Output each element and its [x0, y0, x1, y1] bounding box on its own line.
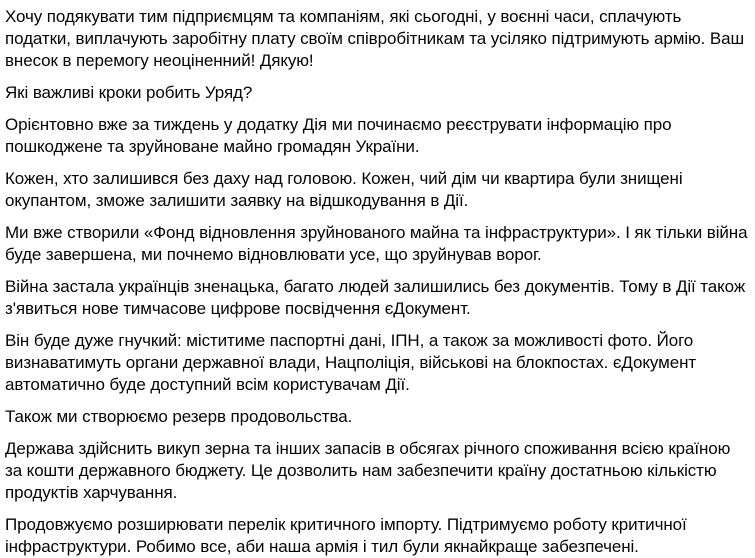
post-paragraph: Також ми створюємо резерв продовольства. [5, 407, 353, 426]
post-paragraph: Хочу подякувати тим підприємцям та компаніям, які сьогодні, у воєнні часи, сплачують податки, виплачують заробітну плату своїм співробітникам та усіляко підтримують армію. Ваш внесок в перемогу неоціненний! Дякую! [5, 7, 745, 70]
post-paragraph: Війна застала українців зненацька, багато людей залишились без документів. Тому в Дії також з'явиться нове тимчасове цифрове посвідчення єДокумент. [5, 277, 746, 318]
post-paragraph: Продовжуємо розширювати перелік критичного імпорту. Підтримуємо роботу критичної інфраструктури. Робимо все, аби наша армія і тил були якнайкраще забезпечені. [5, 515, 687, 556]
post-paragraph: Ми вже створили «Фонд відновлення зруйнованого майна та інфраструктури». І як тільки війна буде завершена, ми почнемо відновлювати усе, що зруйнував ворог. [5, 223, 748, 264]
post-paragraph: Держава здійснить викуп зерна та інших запасів в обсягах річного споживання всією країною за кошти державного бюджету. Це дозволить нам забезпечити країну достатньою кількістю продуктів харчування. [5, 439, 731, 502]
post-paragraph: Він буде дуже гнучкий: міститиме паспортні дані, ІПН, а також за можливості фото. Його визнаватимуть органи державної влади, Нацполіція, військові на блокпостах. єДокумент автоматично буде доступний всім користувачам Дії. [5, 331, 697, 394]
post-paragraph: Кожен, хто залишився без даху над головою. Кожен, чий дім чи квартира були знищені окупантом, зможе залишити заявку на відшкодування в Дії. [5, 169, 683, 210]
post-paragraph: Орієнтовно вже за тиждень у додатку Дія ми починаємо реєструвати інформацію про пошкоджене та зруйноване майно громадян України. [5, 115, 672, 156]
post-paragraph: Які важливі кроки робить Уряд? [5, 83, 253, 102]
